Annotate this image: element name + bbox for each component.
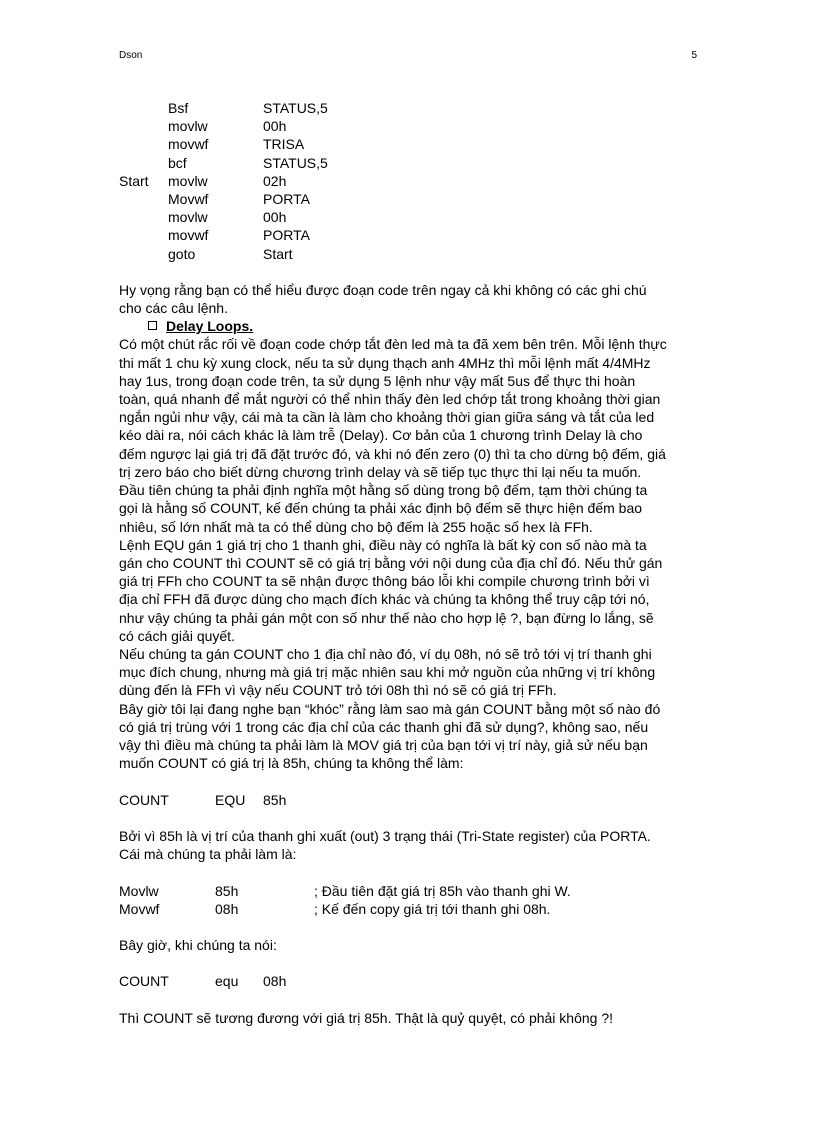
text-line: Bây giờ tôi lại đang nghe bạn “khóc” rằng làm sao mà gán COUNT bằng một số nào đó: [119, 700, 661, 717]
text-line: ngắn ngủi như vậy, cái mà ta cần là làm cho khoảng thời gian giữa sáng và tắt của led: [119, 409, 655, 426]
code-line: [119, 172, 697, 190]
text-line: hay 1us, trong đoạn code trên, ta sử dụng 5 lệnh như vậy mất 5us để thực thi hoàn: [119, 372, 636, 389]
text-line: nhiêu, số lớn nhất mà ta có thể dùng cho bộ đếm là 255 hoặc số hex là FFh.: [119, 518, 593, 535]
text-line: dùng đến là FFh vì vậy nếu COUNT trỏ tới 08h thì nó sẽ có giá trị FFh.: [119, 682, 557, 699]
code-operand: 00h: [263, 118, 287, 135]
code-line: [119, 154, 697, 172]
code-operand: 85h: [215, 882, 239, 899]
code-instruction: movlw: [168, 172, 208, 189]
code-symbol: COUNT: [119, 791, 169, 808]
text-line: Cái mà chúng ta phải làm là:: [119, 846, 297, 863]
code-instruction: goto: [168, 245, 196, 262]
code-line: [119, 226, 697, 244]
text-line: toàn, quá nhanh để mắt người có thể nhìn thấy đèn led chớp tắt trong khoảng thời gian: [119, 391, 661, 408]
code-operand: STATUS,5: [263, 154, 328, 171]
text-line: có giá trị trùng với 1 trong các địa chỉ của các thanh ghi đã sử dụng?, không sao, nếu: [119, 718, 649, 735]
code-equ-line-2: [119, 972, 697, 990]
section-heading-text: Delay Loops.: [166, 318, 254, 335]
text-line: Hy vọng rằng bạn có thể hiểu được đoạn code trên ngay cả khi không có các ghi chú: [119, 281, 647, 298]
page-number: 5: [691, 50, 697, 61]
checkbox-bullet-icon: [148, 321, 157, 330]
code-instruction: Movwf: [168, 190, 209, 207]
code-line: [119, 117, 697, 135]
code-instruction: Movwf: [119, 900, 160, 917]
text-line: gán cho COUNT thì COUNT sẽ có giá trị bằng với nội dung của địa chỉ đó. Nếu thử gán: [119, 554, 663, 571]
text-line: cho các câu lệnh.: [119, 300, 228, 317]
code-instruction: Movlw: [119, 882, 159, 899]
code-instruction: movlw: [168, 118, 208, 135]
code-operand: TRISA: [263, 136, 305, 153]
text-line: Đầu tiên chúng ta phải định nghĩa một hằng số dùng trong bộ đếm, tạm thời chúng ta: [119, 482, 648, 499]
text-line: trị zero báo cho biết dừng chương trình delay và sẽ tiếp tục thực thi lại nếu ta muốn.: [119, 463, 642, 480]
code-mov-line: [119, 882, 697, 900]
code-line: [119, 208, 697, 226]
code-directive: EQU: [215, 791, 246, 808]
code-instruction: Bsf: [168, 100, 189, 116]
code-value: 85h: [263, 791, 287, 808]
paragraph-delay-intro: [119, 335, 697, 481]
text-line: gọi là hằng số COUNT, kế đến chúng ta phải xác định bộ đếm sẽ thực hiện đếm bao: [119, 500, 643, 517]
paragraph-tristate: [119, 827, 697, 863]
code-comment: ; Kế đến copy giá trị tới thanh ghi 08h.: [314, 900, 551, 917]
text-line: mục đích chung, nhưng mà giá trị mặc nhiên sau khi mở nguồn của những vị trí không: [119, 664, 656, 681]
code-line: [119, 135, 697, 153]
code-label: Start: [119, 172, 149, 189]
code-operand: PORTA: [263, 190, 310, 207]
code-symbol: COUNT: [119, 973, 169, 990]
text-line: địa chỉ FFH đã được dùng cho mạch đích khác và chúng ta không thể truy cập tới nó,: [119, 591, 650, 608]
code-operand: 02h: [263, 172, 287, 189]
paragraph-now-say: Bây giờ, khi chúng ta nói:: [119, 937, 277, 954]
code-operand: 00h: [263, 209, 287, 226]
code-instruction: movlw: [168, 209, 208, 226]
code-directive: equ: [215, 973, 239, 990]
code-value: 08h: [263, 973, 287, 990]
code-line: [119, 99, 697, 117]
paragraph-address: [119, 645, 697, 700]
code-line: [119, 245, 697, 263]
text-line: thi mất 1 chu kỳ xung clock, nếu ta sử dụng thạch anh 4MHz thì mỗi lệnh mất 4/4MHz: [119, 354, 651, 371]
text-line: như vậy chúng ta phải gán một con số như thế nào cho hợp lệ ?, bạn đừng lo lắng, sẽ: [119, 609, 654, 626]
code-comment: ; Đầu tiên đặt giá trị 85h vào thanh ghi W.: [314, 882, 571, 899]
code-line: [119, 190, 697, 208]
text-line: vậy thì điều mà chúng ta phải làm là MOV giá trị của bạn tới vị trí này, giả sử nếu bạn: [119, 736, 648, 753]
intro-paragraph: [119, 281, 697, 317]
code-operand: PORTA: [263, 227, 310, 244]
code-operand: 08h: [215, 900, 239, 917]
code-instruction: movwf: [168, 227, 209, 244]
code-mov-line: [119, 900, 697, 918]
text-line: muốn COUNT có giá trị là 85h, chúng ta không thể làm:: [119, 755, 464, 772]
code-instruction: bcf: [168, 154, 187, 171]
text-line: giá trị FFh cho COUNT ta sẽ nhận được thông báo lỗi khi compile chương trình bởi vì: [119, 573, 650, 590]
text-line: Có một chút rắc rối về đoạn code chớp tắt đèn led mà ta đã xem bên trên. Mỗi lệnh thực: [119, 336, 667, 353]
header-author: Dson: [119, 50, 143, 61]
code-block: [119, 99, 697, 263]
paragraph-equ: [119, 536, 697, 645]
paragraph-conclusion: Thì COUNT sẽ tương đương với giá trị 85h. Thật là quỷ quyệt, có phải không ?!: [119, 1009, 614, 1026]
paragraph-mov: [119, 700, 697, 773]
code-equ-line: [119, 791, 697, 809]
document-body: [119, 99, 697, 1027]
section-heading: [119, 317, 697, 335]
text-line: Bởi vì 85h là vị trí của thanh ghi xuất (out) 3 trạng thái (Tri-State register) của PORTA.: [119, 827, 651, 844]
code-instruction: movwf: [168, 136, 209, 153]
text-line: đếm ngược lại giá trị đã đặt trước đó, và khi nó đến zero (0) thì ta cho dừng bộ đếm, giá: [119, 445, 666, 462]
text-line: Lệnh EQU gán 1 giá trị cho 1 thanh ghi, điều này có nghĩa là bất kỳ con số nào mà ta: [119, 536, 647, 553]
text-line: có cách giải quyết.: [119, 627, 235, 644]
code-operand: STATUS,5: [263, 100, 328, 116]
text-line: Nếu chúng ta gán COUNT cho 1 địa chỉ nào đó, ví dụ 08h, nó sẽ trỏ tới vị trí thanh ghi: [119, 645, 652, 662]
text-line: kéo dài ra, nói cách khác là làm trễ (Delay). Cơ bản của 1 chương trình Delay là cho: [119, 427, 643, 444]
paragraph-count-constant: [119, 481, 697, 536]
page-header: [119, 50, 697, 61]
code-operand: Start: [263, 245, 293, 262]
